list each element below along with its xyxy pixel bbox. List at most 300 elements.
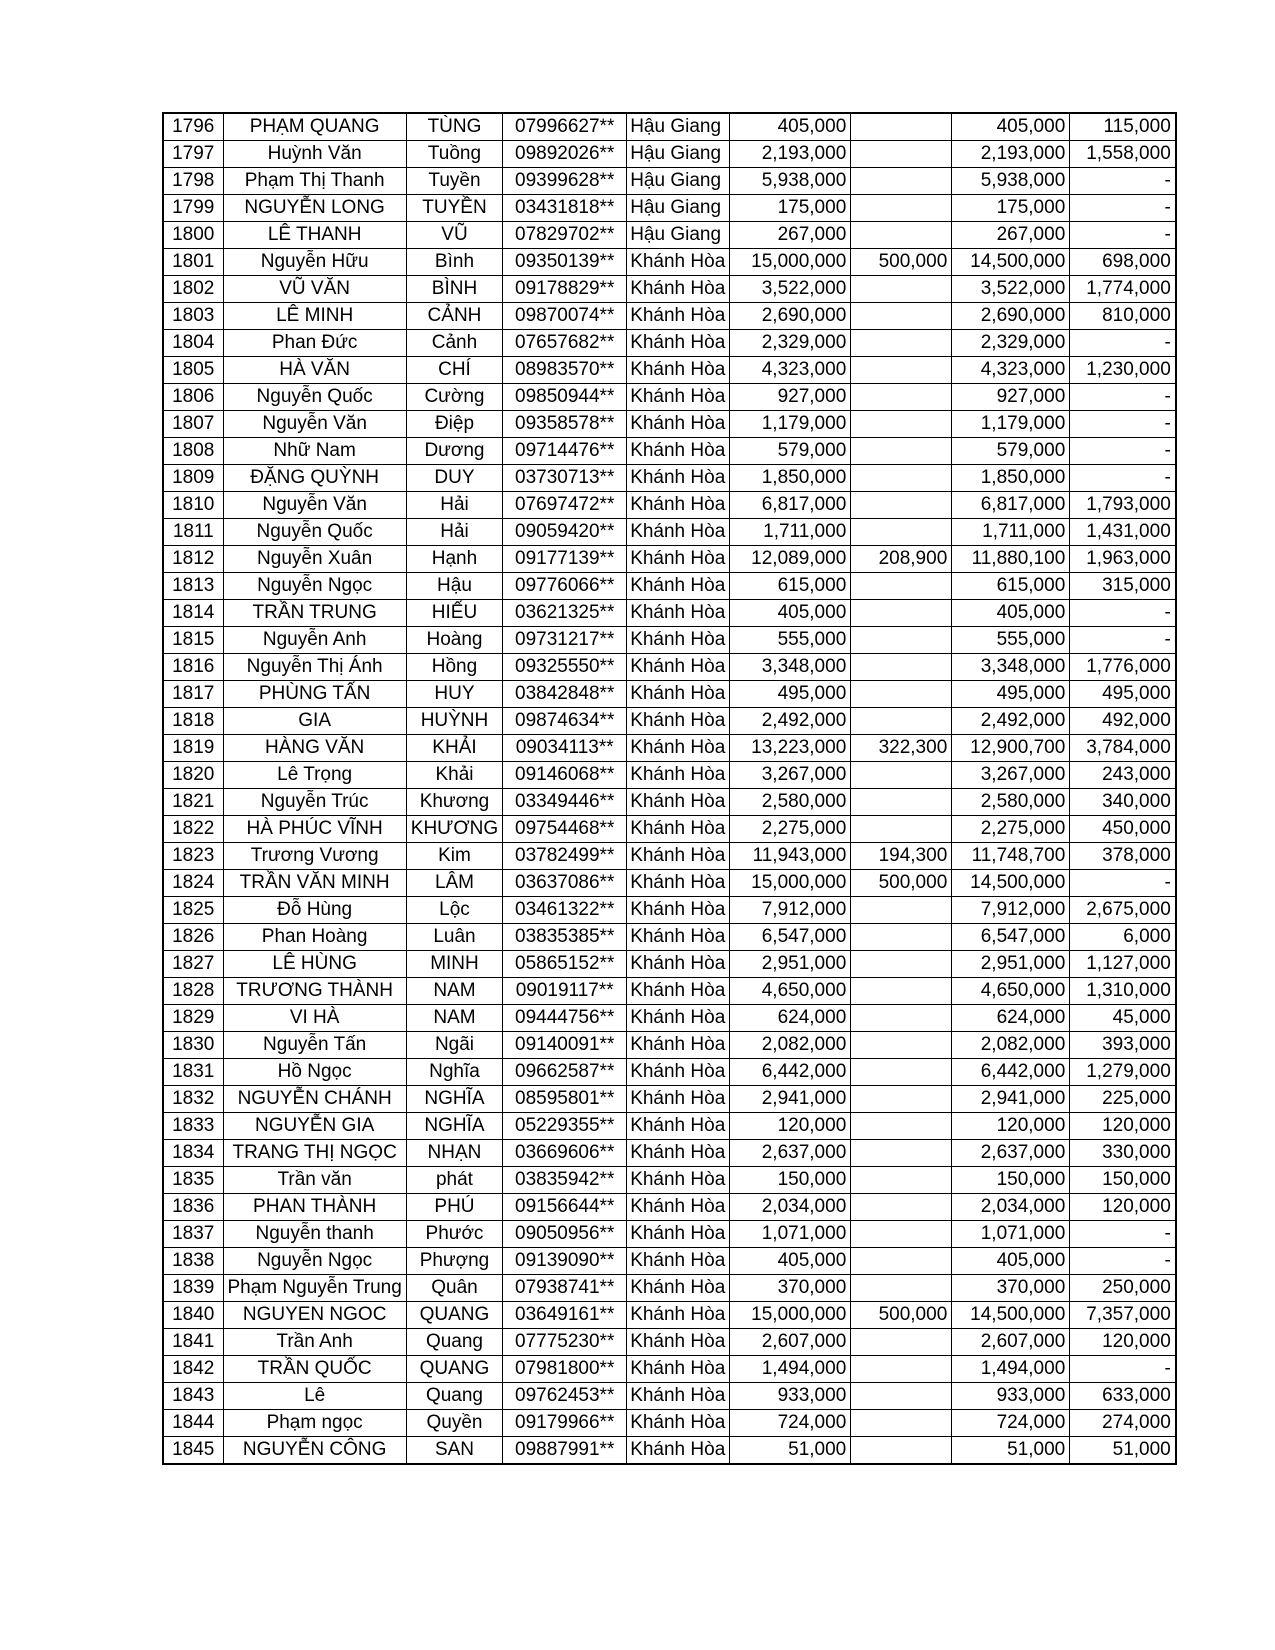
row-number-cell: 1816 [163, 654, 223, 681]
phone-cell: 05865152** [503, 951, 627, 978]
row-number-cell: 1834 [163, 1140, 223, 1167]
phone-cell: 03431818** [503, 195, 627, 222]
table-row [163, 195, 1176, 222]
province-cell: Khánh Hòa [627, 951, 730, 978]
province-cell: Khánh Hòa [627, 1221, 730, 1248]
net-amount-cell: 7,912,000 [952, 897, 1070, 924]
phone-cell: 09059420** [503, 519, 627, 546]
gross-amount-cell: 579,000 [730, 438, 851, 465]
phone-cell: 09892026** [503, 141, 627, 168]
deduction-cell [851, 789, 952, 816]
province-cell: Hậu Giang [627, 141, 730, 168]
table-row [163, 1032, 1176, 1059]
row-number-cell: 1827 [163, 951, 223, 978]
last-middle-name-cell: Nguyễn Hữu [223, 249, 406, 276]
phone-cell: 09178829** [503, 276, 627, 303]
deduction-cell: 500,000 [851, 1302, 952, 1329]
first-name-cell: NAM [406, 1005, 502, 1032]
phone-cell: 09019117** [503, 978, 627, 1005]
other-amount-cell: 633,000 [1070, 1383, 1176, 1410]
last-middle-name-cell: Nguyễn Tấn [223, 1032, 406, 1059]
row-number-cell: 1812 [163, 546, 223, 573]
deduction-cell [851, 654, 952, 681]
deduction-cell [851, 113, 952, 141]
last-middle-name-cell: Phạm Nguyễn Trung [223, 1275, 406, 1302]
row-number-cell: 1803 [163, 303, 223, 330]
province-cell: Khánh Hòa [627, 789, 730, 816]
first-name-cell: DUY [406, 465, 502, 492]
table-row [163, 600, 1176, 627]
table-row [163, 897, 1176, 924]
province-cell: Khánh Hòa [627, 816, 730, 843]
deduction-cell [851, 1086, 952, 1113]
row-number-cell: 1809 [163, 465, 223, 492]
net-amount-cell: 2,637,000 [952, 1140, 1070, 1167]
other-amount-cell: 1,431,000 [1070, 519, 1176, 546]
net-amount-cell: 6,817,000 [952, 492, 1070, 519]
table-row [163, 465, 1176, 492]
last-middle-name-cell: Huỳnh Văn [223, 141, 406, 168]
net-amount-cell: 2,580,000 [952, 789, 1070, 816]
other-amount-cell: - [1070, 1248, 1176, 1275]
row-number-cell: 1817 [163, 681, 223, 708]
table-row [163, 357, 1176, 384]
province-cell: Khánh Hòa [627, 465, 730, 492]
deduction-cell [851, 1437, 952, 1465]
row-number-cell: 1836 [163, 1194, 223, 1221]
row-number-cell: 1839 [163, 1275, 223, 1302]
net-amount-cell: 2,941,000 [952, 1086, 1070, 1113]
row-number-cell: 1820 [163, 762, 223, 789]
first-name-cell: NGHĨA [406, 1113, 502, 1140]
first-name-cell: TUYỀN [406, 195, 502, 222]
net-amount-cell: 11,748,700 [952, 843, 1070, 870]
net-amount-cell: 2,082,000 [952, 1032, 1070, 1059]
net-amount-cell: 267,000 [952, 222, 1070, 249]
last-middle-name-cell: Phạm Thị Thanh [223, 168, 406, 195]
net-amount-cell: 933,000 [952, 1383, 1070, 1410]
deduction-cell: 500,000 [851, 249, 952, 276]
gross-amount-cell: 405,000 [730, 113, 851, 141]
other-amount-cell: - [1070, 600, 1176, 627]
gross-amount-cell: 555,000 [730, 627, 851, 654]
phone-cell: 03669606** [503, 1140, 627, 1167]
other-amount-cell: 393,000 [1070, 1032, 1176, 1059]
row-number-cell: 1814 [163, 600, 223, 627]
deduction-cell [851, 1383, 952, 1410]
other-amount-cell: 3,784,000 [1070, 735, 1176, 762]
row-number-cell: 1844 [163, 1410, 223, 1437]
deduction-cell [851, 762, 952, 789]
table-row [163, 654, 1176, 681]
phone-cell: 09350139** [503, 249, 627, 276]
net-amount-cell: 6,547,000 [952, 924, 1070, 951]
phone-cell: 07829702** [503, 222, 627, 249]
deduction-cell [851, 411, 952, 438]
table-row [163, 735, 1176, 762]
net-amount-cell: 2,329,000 [952, 330, 1070, 357]
first-name-cell: NHẠN [406, 1140, 502, 1167]
first-name-cell: Hậu [406, 573, 502, 600]
table-row [163, 1329, 1176, 1356]
deduction-cell [851, 222, 952, 249]
gross-amount-cell: 6,442,000 [730, 1059, 851, 1086]
gross-amount-cell: 150,000 [730, 1167, 851, 1194]
last-middle-name-cell: Hồ Ngọc [223, 1059, 406, 1086]
row-number-cell: 1845 [163, 1437, 223, 1465]
first-name-cell: Cảnh [406, 330, 502, 357]
first-name-cell: Quang [406, 1329, 502, 1356]
table-row [163, 141, 1176, 168]
row-number-cell: 1821 [163, 789, 223, 816]
last-middle-name-cell: Nguyễn Quốc [223, 384, 406, 411]
net-amount-cell: 405,000 [952, 600, 1070, 627]
net-amount-cell: 12,900,700 [952, 735, 1070, 762]
first-name-cell: QUANG [406, 1302, 502, 1329]
deduction-cell [851, 1329, 952, 1356]
gross-amount-cell: 2,193,000 [730, 141, 851, 168]
other-amount-cell: 120,000 [1070, 1113, 1176, 1140]
deduction-cell [851, 1194, 952, 1221]
table-row [163, 411, 1176, 438]
other-amount-cell: - [1070, 627, 1176, 654]
province-cell: Khánh Hòa [627, 1437, 730, 1465]
phone-cell: 09399628** [503, 168, 627, 195]
gross-amount-cell: 7,912,000 [730, 897, 851, 924]
first-name-cell: Ngãi [406, 1032, 502, 1059]
last-middle-name-cell: Nhữ Nam [223, 438, 406, 465]
gross-amount-cell: 1,494,000 [730, 1356, 851, 1383]
row-number-cell: 1831 [163, 1059, 223, 1086]
other-amount-cell: 1,774,000 [1070, 276, 1176, 303]
other-amount-cell: - [1070, 330, 1176, 357]
row-number-cell: 1824 [163, 870, 223, 897]
last-middle-name-cell: Lê Trọng [223, 762, 406, 789]
last-middle-name-cell: TRƯƠNG THÀNH [223, 978, 406, 1005]
table-row [163, 1437, 1176, 1465]
net-amount-cell: 2,034,000 [952, 1194, 1070, 1221]
first-name-cell: NAM [406, 978, 502, 1005]
net-amount-cell: 615,000 [952, 573, 1070, 600]
gross-amount-cell: 2,275,000 [730, 816, 851, 843]
table-row [163, 546, 1176, 573]
deduction-cell [851, 1059, 952, 1086]
row-number-cell: 1815 [163, 627, 223, 654]
gross-amount-cell: 11,943,000 [730, 843, 851, 870]
last-middle-name-cell: Nguyễn Xuân [223, 546, 406, 573]
table-row [163, 1248, 1176, 1275]
deduction-cell [851, 1113, 952, 1140]
first-name-cell: HUY [406, 681, 502, 708]
gross-amount-cell: 927,000 [730, 384, 851, 411]
province-cell: Khánh Hòa [627, 1005, 730, 1032]
net-amount-cell: 1,850,000 [952, 465, 1070, 492]
gross-amount-cell: 3,267,000 [730, 762, 851, 789]
net-amount-cell: 927,000 [952, 384, 1070, 411]
last-middle-name-cell: HÀNG VĂN [223, 735, 406, 762]
phone-cell: 07981800** [503, 1356, 627, 1383]
gross-amount-cell: 2,034,000 [730, 1194, 851, 1221]
net-amount-cell: 405,000 [952, 1248, 1070, 1275]
net-amount-cell: 2,607,000 [952, 1329, 1070, 1356]
other-amount-cell: - [1070, 1221, 1176, 1248]
first-name-cell: Quang [406, 1383, 502, 1410]
other-amount-cell: 274,000 [1070, 1410, 1176, 1437]
province-cell: Khánh Hòa [627, 546, 730, 573]
phone-cell: 09731217** [503, 627, 627, 654]
gross-amount-cell: 2,580,000 [730, 789, 851, 816]
net-amount-cell: 4,650,000 [952, 978, 1070, 1005]
first-name-cell: QUANG [406, 1356, 502, 1383]
province-cell: Khánh Hòa [627, 573, 730, 600]
table-row [163, 978, 1176, 1005]
gross-amount-cell: 175,000 [730, 195, 851, 222]
first-name-cell: Điệp [406, 411, 502, 438]
other-amount-cell: 250,000 [1070, 1275, 1176, 1302]
table-row [163, 1059, 1176, 1086]
net-amount-cell: 405,000 [952, 113, 1070, 141]
table-row [163, 1086, 1176, 1113]
table-body [163, 113, 1176, 1464]
first-name-cell: Tuồng [406, 141, 502, 168]
other-amount-cell: 2,675,000 [1070, 897, 1176, 924]
row-number-cell: 1833 [163, 1113, 223, 1140]
last-middle-name-cell: Phan Đức [223, 330, 406, 357]
row-number-cell: 1838 [163, 1248, 223, 1275]
last-middle-name-cell: NGUYỄN LONG [223, 195, 406, 222]
province-cell: Khánh Hòa [627, 1275, 730, 1302]
deduction-cell: 322,300 [851, 735, 952, 762]
other-amount-cell: 340,000 [1070, 789, 1176, 816]
deduction-cell [851, 816, 952, 843]
gross-amount-cell: 1,071,000 [730, 1221, 851, 1248]
other-amount-cell: - [1070, 1356, 1176, 1383]
net-amount-cell: 2,951,000 [952, 951, 1070, 978]
first-name-cell: Bình [406, 249, 502, 276]
gross-amount-cell: 5,938,000 [730, 168, 851, 195]
gross-amount-cell: 15,000,000 [730, 249, 851, 276]
table-row [163, 708, 1176, 735]
province-cell: Khánh Hòa [627, 1059, 730, 1086]
row-number-cell: 1842 [163, 1356, 223, 1383]
table-row [163, 1194, 1176, 1221]
last-middle-name-cell: Nguyễn thanh [223, 1221, 406, 1248]
last-middle-name-cell: Trần văn [223, 1167, 406, 1194]
row-number-cell: 1819 [163, 735, 223, 762]
last-middle-name-cell: Nguyễn Quốc [223, 519, 406, 546]
phone-cell: 07938741** [503, 1275, 627, 1302]
province-cell: Khánh Hòa [627, 870, 730, 897]
last-middle-name-cell: Phạm ngọc [223, 1410, 406, 1437]
row-number-cell: 1810 [163, 492, 223, 519]
province-cell: Khánh Hòa [627, 735, 730, 762]
province-cell: Khánh Hòa [627, 1302, 730, 1329]
gross-amount-cell: 724,000 [730, 1410, 851, 1437]
province-cell: Khánh Hòa [627, 1410, 730, 1437]
row-number-cell: 1835 [163, 1167, 223, 1194]
gross-amount-cell: 2,607,000 [730, 1329, 851, 1356]
phone-cell: 09776066** [503, 573, 627, 600]
province-cell: Hậu Giang [627, 168, 730, 195]
row-number-cell: 1808 [163, 438, 223, 465]
net-amount-cell: 51,000 [952, 1437, 1070, 1465]
first-name-cell: HUỲNH [406, 708, 502, 735]
row-number-cell: 1822 [163, 816, 223, 843]
net-amount-cell: 1,071,000 [952, 1221, 1070, 1248]
table-row [163, 789, 1176, 816]
net-amount-cell: 6,442,000 [952, 1059, 1070, 1086]
gross-amount-cell: 405,000 [730, 1248, 851, 1275]
first-name-cell: phát [406, 1167, 502, 1194]
first-name-cell: CHÍ [406, 357, 502, 384]
row-number-cell: 1828 [163, 978, 223, 1005]
gross-amount-cell: 267,000 [730, 222, 851, 249]
phone-cell: 03349446** [503, 789, 627, 816]
phone-cell: 09139090** [503, 1248, 627, 1275]
phone-cell: 09850944** [503, 384, 627, 411]
gross-amount-cell: 1,711,000 [730, 519, 851, 546]
first-name-cell: MINH [406, 951, 502, 978]
deduction-cell [851, 168, 952, 195]
net-amount-cell: 555,000 [952, 627, 1070, 654]
first-name-cell: PHÚ [406, 1194, 502, 1221]
province-cell: Khánh Hòa [627, 411, 730, 438]
gross-amount-cell: 13,223,000 [730, 735, 851, 762]
net-amount-cell: 3,267,000 [952, 762, 1070, 789]
row-number-cell: 1830 [163, 1032, 223, 1059]
first-name-cell: Nghĩa [406, 1059, 502, 1086]
deduction-cell [851, 1275, 952, 1302]
province-cell: Khánh Hòa [627, 357, 730, 384]
phone-cell: 09146068** [503, 762, 627, 789]
province-cell: Khánh Hòa [627, 978, 730, 1005]
deduction-cell [851, 978, 952, 1005]
province-cell: Khánh Hòa [627, 276, 730, 303]
deduction-cell [851, 492, 952, 519]
row-number-cell: 1796 [163, 113, 223, 141]
phone-cell: 09754468** [503, 816, 627, 843]
gross-amount-cell: 2,492,000 [730, 708, 851, 735]
last-middle-name-cell: TRẦN QUỐC [223, 1356, 406, 1383]
table-row [163, 1140, 1176, 1167]
phone-cell: 09444756** [503, 1005, 627, 1032]
other-amount-cell: - [1070, 384, 1176, 411]
province-cell: Khánh Hòa [627, 1086, 730, 1113]
province-cell: Khánh Hòa [627, 708, 730, 735]
table-row [163, 843, 1176, 870]
other-amount-cell: - [1070, 195, 1176, 222]
province-cell: Khánh Hòa [627, 1167, 730, 1194]
row-number-cell: 1832 [163, 1086, 223, 1113]
other-amount-cell: 243,000 [1070, 762, 1176, 789]
other-amount-cell: 150,000 [1070, 1167, 1176, 1194]
gross-amount-cell: 15,000,000 [730, 870, 851, 897]
last-middle-name-cell: HÀ VĂN [223, 357, 406, 384]
other-amount-cell: 1,127,000 [1070, 951, 1176, 978]
first-name-cell: Hồng [406, 654, 502, 681]
phone-cell: 08983570** [503, 357, 627, 384]
phone-cell: 09050956** [503, 1221, 627, 1248]
other-amount-cell: - [1070, 222, 1176, 249]
table-row [163, 492, 1176, 519]
net-amount-cell: 624,000 [952, 1005, 1070, 1032]
phone-cell: 07697472** [503, 492, 627, 519]
gross-amount-cell: 3,348,000 [730, 654, 851, 681]
province-cell: Khánh Hòa [627, 1032, 730, 1059]
net-amount-cell: 3,348,000 [952, 654, 1070, 681]
other-amount-cell: 698,000 [1070, 249, 1176, 276]
province-cell: Khánh Hòa [627, 654, 730, 681]
gross-amount-cell: 2,329,000 [730, 330, 851, 357]
province-cell: Khánh Hòa [627, 762, 730, 789]
first-name-cell: Quân [406, 1275, 502, 1302]
row-number-cell: 1811 [163, 519, 223, 546]
phone-cell: 07775230** [503, 1329, 627, 1356]
table-row [163, 1005, 1176, 1032]
deduction-cell [851, 1410, 952, 1437]
table-row [163, 816, 1176, 843]
net-amount-cell: 579,000 [952, 438, 1070, 465]
phone-cell: 07657682** [503, 330, 627, 357]
phone-cell: 03637086** [503, 870, 627, 897]
province-cell: Khánh Hòa [627, 1113, 730, 1140]
phone-cell: 05229355** [503, 1113, 627, 1140]
last-middle-name-cell: VI HÀ [223, 1005, 406, 1032]
last-middle-name-cell: Phan Hoàng [223, 924, 406, 951]
first-name-cell: Khương [406, 789, 502, 816]
last-middle-name-cell: PHÙNG TẤN [223, 681, 406, 708]
province-cell: Khánh Hòa [627, 249, 730, 276]
deduction-cell [851, 141, 952, 168]
first-name-cell: LÂM [406, 870, 502, 897]
first-name-cell: Luân [406, 924, 502, 951]
phone-cell: 09179966** [503, 1410, 627, 1437]
other-amount-cell: 225,000 [1070, 1086, 1176, 1113]
other-amount-cell: 378,000 [1070, 843, 1176, 870]
other-amount-cell: 1,793,000 [1070, 492, 1176, 519]
phone-cell: 03730713** [503, 465, 627, 492]
first-name-cell: CẢNH [406, 303, 502, 330]
net-amount-cell: 14,500,000 [952, 870, 1070, 897]
phone-cell: 09034113** [503, 735, 627, 762]
table-row [163, 249, 1176, 276]
province-cell: Khánh Hòa [627, 1248, 730, 1275]
table-row [163, 951, 1176, 978]
province-cell: Khánh Hòa [627, 303, 730, 330]
gross-amount-cell: 2,637,000 [730, 1140, 851, 1167]
other-amount-cell: 51,000 [1070, 1437, 1176, 1465]
row-number-cell: 1798 [163, 168, 223, 195]
gross-amount-cell: 15,000,000 [730, 1302, 851, 1329]
first-name-cell: Kim [406, 843, 502, 870]
table-row [163, 1113, 1176, 1140]
net-amount-cell: 370,000 [952, 1275, 1070, 1302]
phone-cell: 03649161** [503, 1302, 627, 1329]
table-row [163, 1356, 1176, 1383]
table-row [163, 681, 1176, 708]
row-number-cell: 1826 [163, 924, 223, 951]
row-number-cell: 1799 [163, 195, 223, 222]
net-amount-cell: 1,711,000 [952, 519, 1070, 546]
province-cell: Khánh Hòa [627, 600, 730, 627]
phone-cell: 09177139** [503, 546, 627, 573]
gross-amount-cell: 405,000 [730, 600, 851, 627]
other-amount-cell: 450,000 [1070, 816, 1176, 843]
province-cell: Khánh Hòa [627, 1329, 730, 1356]
deduction-cell [851, 465, 952, 492]
phone-cell: 09887991** [503, 1437, 627, 1465]
province-cell: Khánh Hòa [627, 519, 730, 546]
